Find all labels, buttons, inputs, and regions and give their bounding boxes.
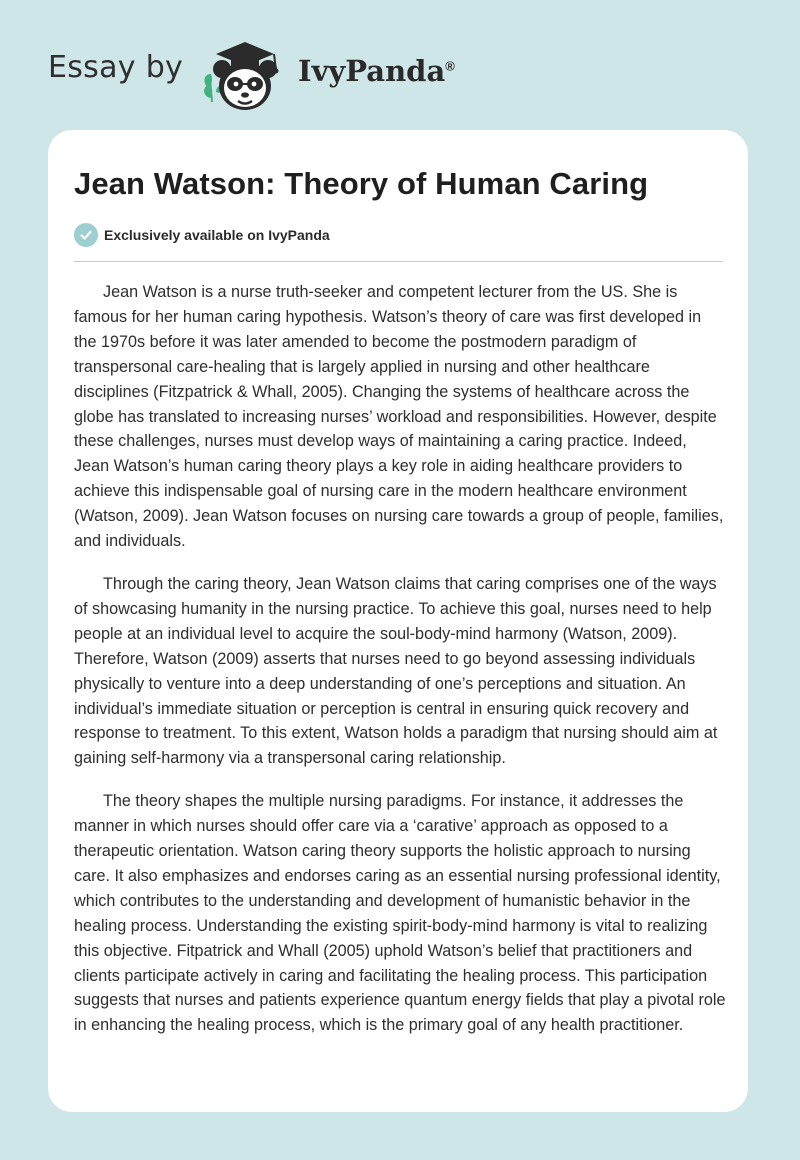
registered-mark: ®: [445, 58, 455, 74]
exclusive-badge: [74, 222, 330, 248]
brand-name[interactable]: [298, 54, 455, 88]
paragraph: Jean Watson is a nurse truth-seeker and competent lecturer from the US. She is famous for her human caring hypothesis. Watson’s theory of care was first developed in the 1970s before it was later amended to become the postmodern paradigm of transpersonal care-healing that is largely applied in nursing and other healthcare disciplines (Fitzpatrick & Whall, 2005). Changing the systems of healthcare across the globe has translated to increasing nurses’ workload and responsibilities. However, despite these challenges, nurses must develop ways of maintaining a caring practice. Indeed, Jean Watson’s human caring theory plays a key role in aiding healthcare providers to achieve this indispensable goal of nursing care in the modern healthcare environment (Watson, 2009). Jean Watson focuses on nursing care towards a group of people, families, and individuals.: [74, 283, 724, 551]
paragraph: Through the caring theory, Jean Watson claims that caring comprises one of the ways of showcasing humanity in the nursing practice. To achieve this goal, nurses need to help people at an individual level to acquire the soul-body-mind harmony (Watson, 2009). Therefore, Watson (2009) asserts that nurses need to go beyond assessing individuals physically to venture into a deep understanding of one’s perceptions and situation. An individual’s immediate situation or perception is central in ensuring quick recovery and response to treatment. To this extent, Watson holds a paradigm that nursing should aim at gaining self-harmony via a transpersonal caring relationship.: [74, 574, 718, 768]
paragraph: The theory shapes the multiple nursing paradigms. For instance, it addresses the manner in which nurses should offer care via a ‘carative’ approach as opposed to a therapeutic orientation. Watson caring theory supports the holistic approach to nursing care. It also emphasizes and endorses caring as an essential nursing professional identity, which contributes to the understanding and development of humanistic behavior in the healing process. Understanding the existing spirit-body-mind harmony is vital to realizing this objective. Fitpatrick and Whall (2005) uphold Watson’s belief that practitioners and clients participate actively in caring and facilitating the healing process. This participation suggests that nurses and patients experience quantum energy fields that play a pivotal role in enhancing the healing process, which is the primary goal of any health practitioner.: [74, 792, 726, 1035]
site-header: [0, 0, 800, 130]
essay-by-label: Essay by: [48, 50, 184, 85]
panda-graduation-cap-icon[interactable]: [198, 36, 292, 114]
page-title: Jean Watson: Theory of Human Caring: [74, 166, 649, 201]
essay-body: [74, 280, 726, 1056]
checkmark-icon: [74, 223, 98, 247]
essay-card: [48, 130, 748, 1112]
badge-label: Exclusively available on IvyPanda: [104, 227, 330, 243]
title-divider: [74, 261, 723, 262]
brand-text: IvyPanda: [298, 54, 446, 88]
